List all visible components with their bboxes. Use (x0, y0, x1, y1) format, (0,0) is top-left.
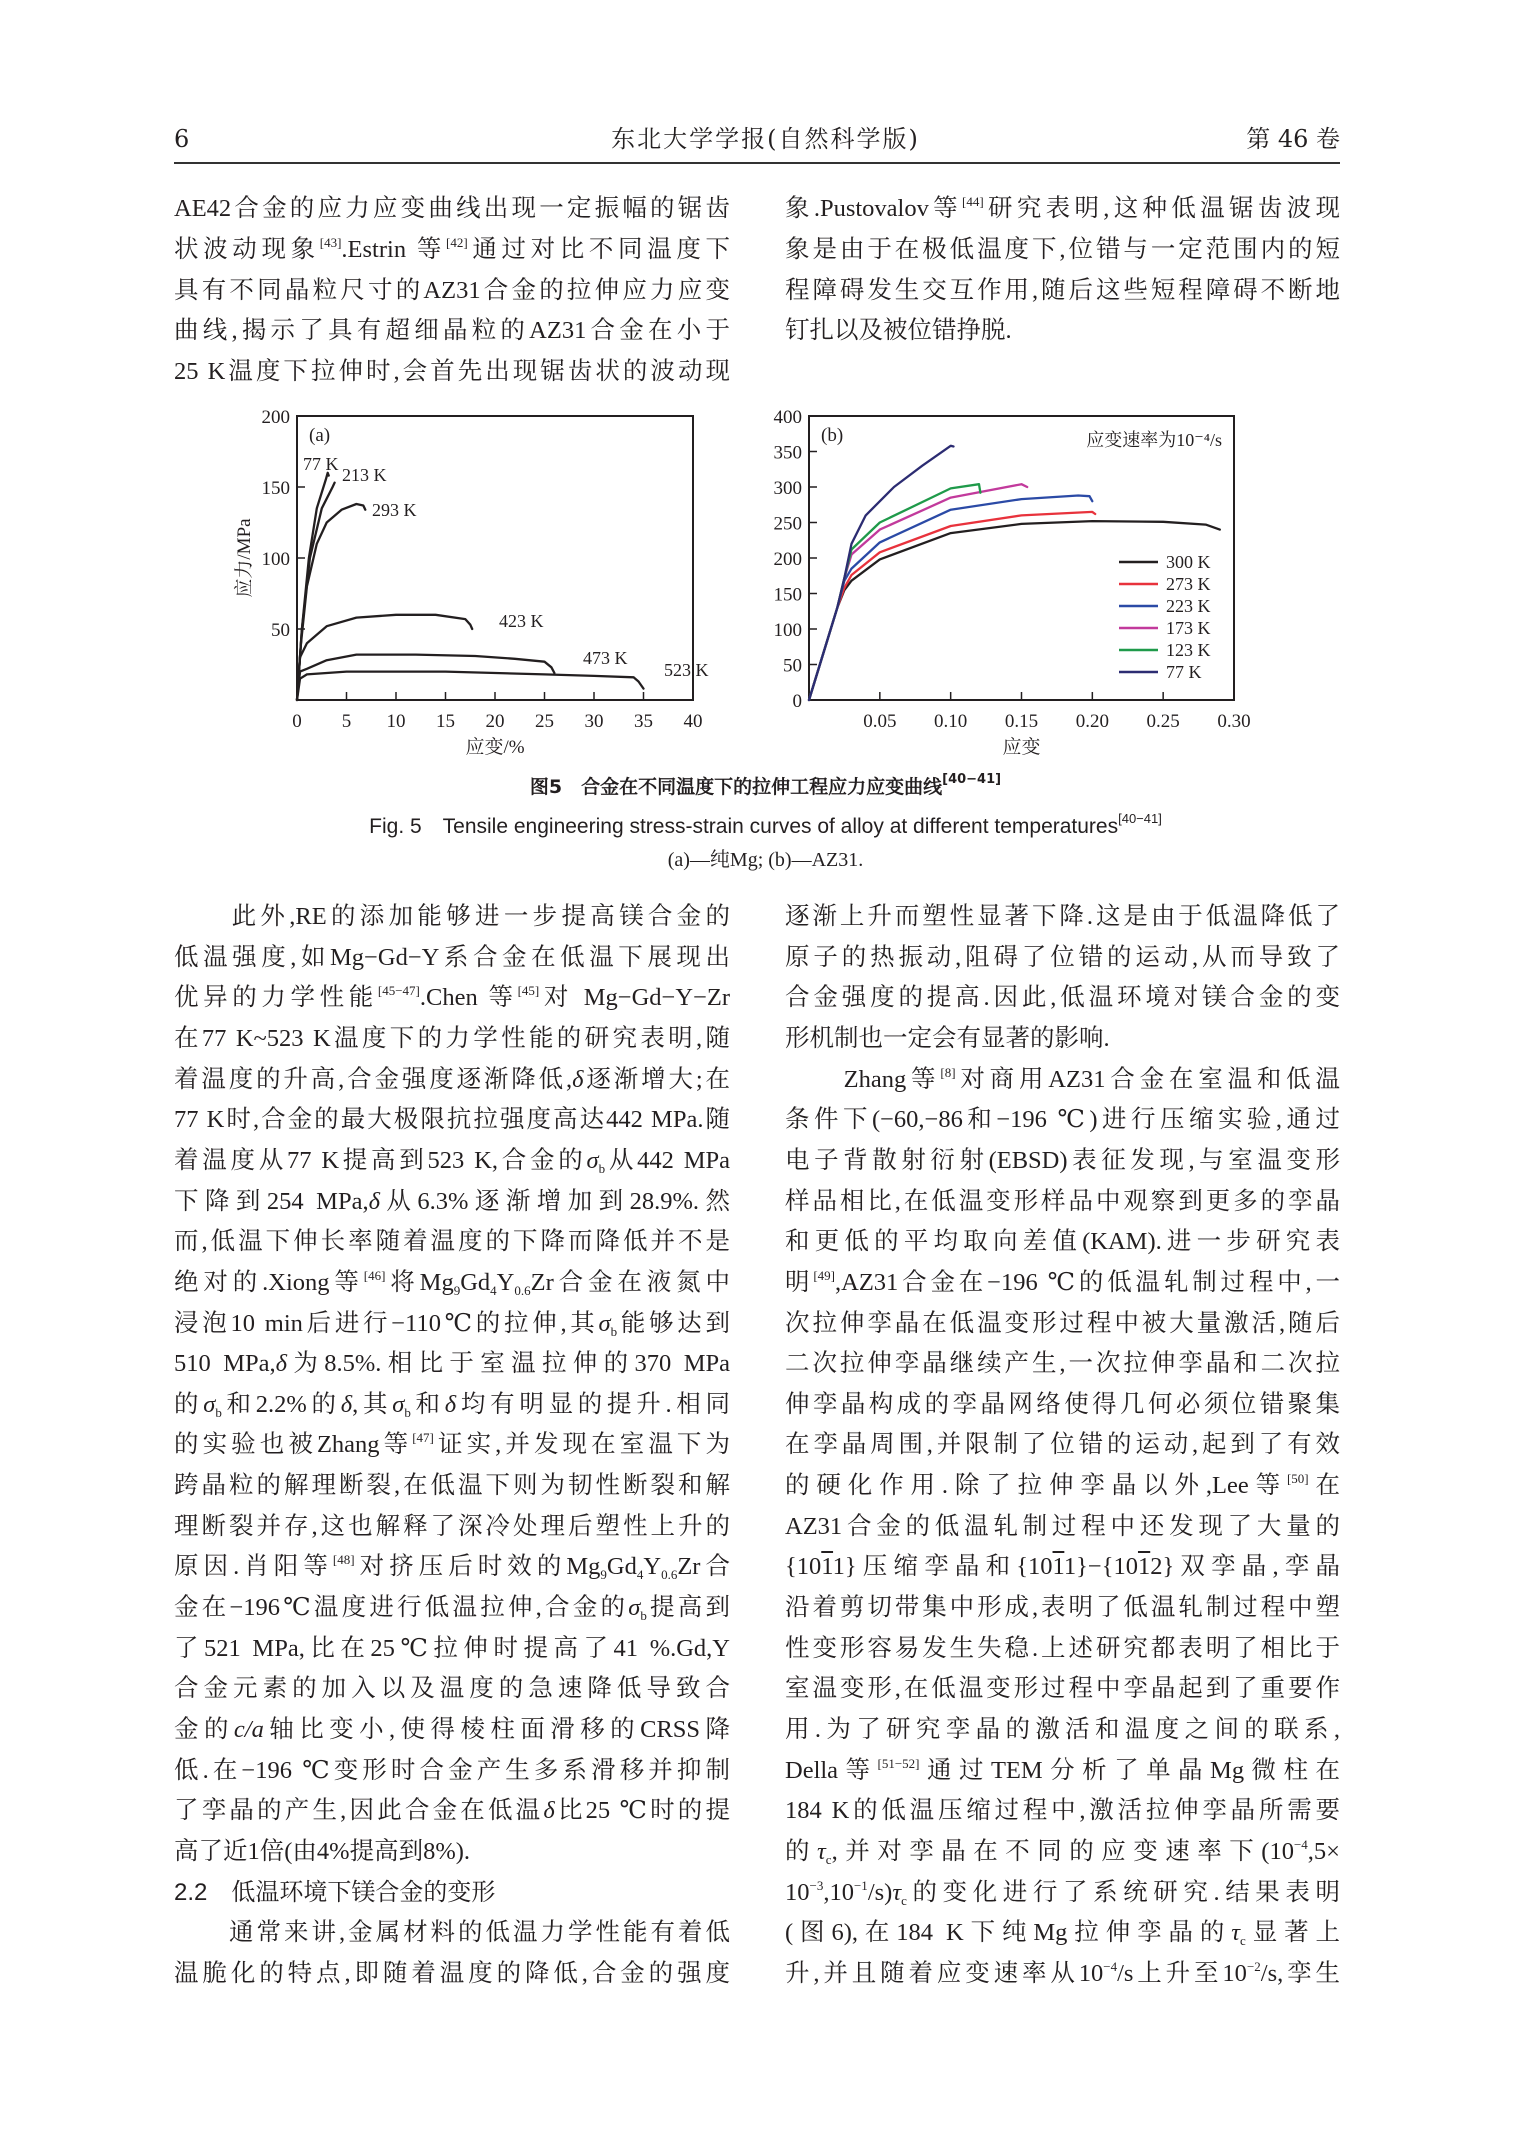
text-run: ,并对孪晶在不同的应变速率下(10 (831, 1837, 1294, 1865)
text-run: 显著上 (1245, 1919, 1340, 1947)
text-line (174, 1425, 730, 1465)
text-run: 证实,并发现在室温下为 (433, 1431, 730, 1459)
text-line (785, 1954, 1340, 1994)
text-run: 性变形容易发生失稳.上述研究都表明了相比于 (785, 1634, 1340, 1662)
text-run: 具有不同晶粒尺寸的AZ31合金的拉伸应力应变 (174, 276, 730, 304)
text-run: 的变化进行了系统研究.结果表明 (906, 1878, 1340, 1906)
text-run: 对 Mg−Gd−Y−Zr (539, 984, 731, 1012)
text-run: Y (496, 1268, 515, 1296)
caption-cn-ref: [40−41] (942, 772, 1002, 787)
text-line (785, 189, 1340, 229)
text-run: 了孪晶的产生,因此合金在低温 (174, 1797, 544, 1825)
text-run: 在77 K~523 K温度下的力学性能的研究表明,随 (174, 1024, 730, 1052)
text-line (174, 1791, 730, 1831)
subscript: 4 (490, 1282, 497, 1298)
legend-label: 173 K (1166, 618, 1211, 638)
text-run: 2}双孪晶,孪晶 (1150, 1553, 1340, 1581)
text-line (174, 1344, 730, 1384)
y-tick-label: 200 (261, 407, 290, 428)
text-run: 184 K的低温压缩过程中,激活拉伸孪晶所需要 (785, 1797, 1340, 1825)
legend-label: 123 K (1166, 640, 1211, 660)
series-line-473k (297, 655, 554, 700)
text-line (785, 1751, 1340, 1791)
text-line (785, 1913, 1340, 1953)
y-axis-label: 应力/MPa (234, 518, 255, 598)
text-run: 逐渐增大;在 (583, 1065, 730, 1093)
curve-label: 423 K (499, 611, 544, 631)
subscript: 9 (600, 1567, 607, 1583)
text-line (174, 1019, 730, 1059)
y-tick-label: 50 (783, 655, 802, 677)
text-line (174, 1629, 730, 1669)
series-line-77k (297, 473, 329, 700)
series-line-523k (297, 672, 644, 700)
text-run: 能够达到 (617, 1309, 730, 1337)
x-tick-label: 0.15 (1004, 711, 1039, 732)
curve-label: 213 K (342, 465, 387, 485)
text-run: 研究表明,这种低温锯齿波现 (983, 195, 1340, 222)
text-run: 此外,RE的添加能够进一步提高镁合金的 (174, 903, 730, 930)
text-line (785, 1141, 1340, 1181)
curve-label: 77 K (303, 454, 339, 474)
text-line (174, 1507, 730, 1547)
text-run: 低温强度,如Mg−Gd−Y系合金在低温下展现出 (174, 943, 730, 971)
series-line-173k (809, 484, 1027, 700)
text-line (785, 1222, 1340, 1262)
text-run: 1}压缩孪晶和{10 (833, 1553, 1053, 1581)
x-tick-label: 0.30 (1217, 711, 1251, 732)
text-run: 明 (785, 1268, 814, 1296)
subscript: b (610, 1323, 618, 1339)
text-run: 伸孪晶构成的孪晶网络使得几何必须位错聚集 (785, 1390, 1340, 1418)
text-run: 低.在−196 ℃变形时合金产生多系滑移并抑制 (174, 1756, 730, 1784)
text-run: (图6),在184 K下纯Mg拉伸孪晶的 (785, 1919, 1232, 1947)
text-line (174, 1385, 730, 1425)
text-line (785, 1832, 1340, 1872)
y-tick-label: 50 (271, 620, 290, 641)
text-run: 在 (1308, 1472, 1340, 1500)
superscript: [8] (940, 1064, 956, 1080)
text-line (785, 271, 1340, 311)
y-tick-label: 150 (773, 584, 802, 606)
text-run: 样品相比,在低温变形样品中观察到更多的孪晶 (785, 1187, 1340, 1215)
text-run: 的 (785, 1837, 818, 1865)
overline-index: 1 (1052, 1553, 1065, 1581)
text-run: /s) (867, 1878, 893, 1906)
text-run: 的硬化作用.除了拉伸孪晶以外,Lee等 (785, 1472, 1287, 1500)
text-run: Gd (460, 1268, 491, 1296)
text-line (785, 311, 1340, 351)
text-run: ,10 (823, 1878, 854, 1906)
text-run: 状波动现象 (174, 235, 320, 263)
text-line (785, 1588, 1340, 1628)
text-run: 高了近1倍(由4%提高到8%). (174, 1837, 471, 1865)
journal-title: 东北大学学报(自然科学版) (611, 125, 920, 153)
text-run: 通过TEM分析了单晶Mg微柱在 (919, 1756, 1340, 1784)
text-line (785, 1507, 1340, 1547)
subscript: 0.6 (514, 1282, 531, 1298)
text-line (174, 978, 730, 1018)
text-run: AZ31合金的低温轧制过程中还发现了大量的 (785, 1512, 1340, 1540)
text-run: 通常来讲,金属材料的低温力学性能有着低 (174, 1919, 730, 1947)
legend-label: 273 K (1166, 574, 1211, 594)
superscript: [50] (1286, 1471, 1309, 1487)
x-tick-label: 5 (341, 711, 352, 732)
text-line (785, 1547, 1340, 1587)
math-symbol: δ (340, 1390, 353, 1418)
panel-label: (a) (309, 425, 331, 446)
superscript: [45−47] (377, 983, 420, 999)
subscript: c (1240, 1933, 1246, 1949)
text-run: 金的 (174, 1716, 234, 1743)
text-line (174, 1588, 730, 1628)
text-run: 次拉伸孪晶在低温变形过程中被大量激活,随后 (785, 1309, 1340, 1337)
legend-label: 300 K (1166, 552, 1211, 572)
text-run: 升,并且随着应变速率从10 (785, 1959, 1104, 1987)
text-line (174, 1304, 730, 1344)
text-run: Della等 (785, 1756, 878, 1784)
text-line (174, 1060, 730, 1100)
text-line (174, 1263, 730, 1303)
text-run: 着温度的升高,合金强度逐渐降低, (174, 1065, 573, 1093)
series-line-273k (809, 512, 1095, 700)
subscript: 9 (453, 1282, 461, 1298)
x-tick-label: 0.25 (1146, 711, 1180, 732)
text-run: {10 (785, 1553, 822, 1581)
text-line (174, 897, 730, 937)
text-line (785, 1425, 1340, 1465)
superscript: −4 (1103, 1958, 1118, 1974)
x-axis-label: 应变/% (465, 737, 525, 758)
legend-label: 77 K (1166, 662, 1202, 682)
text-line (174, 1710, 730, 1750)
text-run: 对商用AZ31合金在室温和低温 (955, 1065, 1340, 1093)
text-line (785, 1873, 1340, 1913)
math-symbol: σ (598, 1309, 611, 1337)
text-line (174, 311, 730, 351)
text-run: 将Mg (385, 1268, 454, 1296)
text-line (174, 352, 730, 392)
subscript: c (901, 1892, 907, 1908)
overline-index: 1 (821, 1553, 834, 1581)
text-run: 10 (785, 1878, 810, 1906)
subscript: b (215, 1404, 222, 1420)
text-run: 用.为了研究孪晶的激活和温度之间的联系, (785, 1716, 1340, 1743)
text-run: 室温变形,在低温变形过程中孪晶起到了重要作 (785, 1675, 1340, 1703)
text-run: /s,孪生 (1260, 1959, 1340, 1987)
x-tick-label: 25 (535, 711, 554, 732)
text-run: 的 (174, 1390, 204, 1418)
text-run: AE42合金的应力应变曲线出现一定振幅的锯齿 (174, 195, 730, 222)
text-run: 二次拉伸孪晶继续产生,一次拉伸孪晶和二次拉 (785, 1350, 1340, 1378)
subscript: b (640, 1608, 647, 1624)
series-line-123k (809, 484, 980, 700)
text-run: 象是由于在极低温度下,位错与一定范围内的短 (785, 235, 1340, 263)
superscript: −2 (1246, 1958, 1261, 1974)
text-run: 浸泡10 min后进行−110℃的拉伸,其 (174, 1309, 599, 1337)
superscript: [45] (517, 983, 540, 999)
x-tick-label: 0.10 (934, 711, 968, 732)
figure-caption-en (0, 810, 1531, 840)
x-tick-label: 0.20 (1075, 711, 1109, 732)
text-line (785, 1466, 1340, 1506)
text-line (174, 1954, 730, 1994)
text-run: 510 MPa, (174, 1350, 276, 1378)
text-run: 形机制也一定会有显著的影响. (785, 1024, 1110, 1052)
text-line (785, 230, 1340, 270)
text-run: Zr合 (677, 1553, 730, 1581)
text-line (174, 1832, 730, 1872)
y-tick-label: 300 (773, 478, 802, 499)
y-tick-label: 0 (792, 691, 802, 712)
text-run: 原子的热振动,阻碍了位错的运动,从而导致了 (785, 943, 1340, 971)
text-line (174, 1913, 730, 1953)
strain-rate-annotation: 应变速率为10⁻⁴/s (1086, 430, 1222, 450)
text-run: 对挤压后时效的Mg (354, 1553, 601, 1581)
x-tick-label: 40 (683, 711, 703, 732)
text-line (174, 1141, 730, 1181)
math-symbol: σ (392, 1390, 405, 1418)
text-run: 象.Pustovalov等 (785, 195, 962, 222)
series-line-423k (297, 615, 472, 700)
superscript: −4 (1293, 1836, 1308, 1852)
text-line (174, 1182, 730, 1222)
superscript: [48] (332, 1552, 355, 1568)
figure-subcaption: (a)—纯Mg; (b)—AZ31. (667, 849, 864, 871)
text-run: 和2.2%的 (221, 1390, 341, 1418)
subscript: b (598, 1160, 606, 1176)
text-line (785, 1344, 1340, 1384)
series-line-300k (809, 521, 1220, 700)
superscript: [42] (446, 234, 468, 250)
x-tick-label: 10 (386, 711, 406, 732)
text-run: 合金元素的加入以及温度的急速降低导致合 (174, 1675, 730, 1703)
text-run: ,其 (352, 1390, 393, 1418)
section-heading (174, 1873, 730, 1913)
text-run: 比25 ℃时的提 (554, 1797, 730, 1825)
text-run: 77 K时,合金的最大极限抗拉强度高达442 MPa.随 (174, 1106, 730, 1134)
math-symbol: δ (275, 1350, 288, 1378)
header-rule (174, 162, 1340, 164)
text-run: 从442 MPa (605, 1146, 730, 1174)
text-line (785, 897, 1340, 937)
math-symbol: δ (543, 1797, 555, 1825)
superscript: [43] (319, 234, 342, 250)
caption-en-ref: [40−41] (1118, 811, 1162, 826)
math-symbol: c/a (233, 1716, 264, 1743)
text-run: 从6.3%逐渐增加到28.9%.然 (379, 1187, 730, 1215)
text-line (785, 1019, 1340, 1059)
series-line-223k (809, 496, 1092, 701)
x-tick-label: 35 (634, 711, 653, 732)
subscript: c (825, 1851, 832, 1867)
y-tick-label: 150 (261, 478, 290, 499)
text-run: Gd (606, 1553, 637, 1581)
page-number: 6 (174, 125, 190, 153)
text-line (785, 978, 1340, 1018)
superscript: [47] (412, 1430, 434, 1446)
text-run: .Chen 等 (419, 984, 518, 1012)
text-run: 钉扎以及被位错挣脱. (785, 317, 1012, 345)
math-symbol: σ (628, 1594, 641, 1622)
text-run: 通过对比不同温度下 (467, 235, 731, 263)
math-symbol: δ (572, 1065, 584, 1093)
volume-label: 第 46 卷 (1246, 125, 1340, 153)
text-line (785, 1629, 1340, 1669)
text-run: 均有明显的提升.相同 (456, 1390, 731, 1418)
text-run: 在孪晶周围,并限制了位错的运动,起到了有效 (785, 1431, 1340, 1459)
curve-label: 523 K (664, 660, 709, 680)
text-line (174, 1547, 730, 1587)
caption-cn-text: 图5 合金在不同温度下的拉伸工程应力应变曲线 (529, 776, 943, 798)
curve-label: 293 K (372, 500, 417, 520)
text-line (174, 938, 730, 978)
series-line-77k (809, 446, 954, 700)
text-line (785, 1100, 1340, 1140)
math-symbol: δ (368, 1187, 380, 1215)
text-run: 的实验也被Zhang等 (174, 1431, 413, 1459)
legend-label: 223 K (1166, 596, 1211, 616)
text-run: Zhang等 (785, 1065, 941, 1093)
text-run: /s上升至10 (1117, 1959, 1247, 1987)
y-tick-label: 100 (261, 549, 290, 570)
superscript: −3 (809, 1877, 824, 1893)
text-run: Y (643, 1553, 662, 1581)
subscript: 0.6 (661, 1567, 678, 1583)
math-symbol: σ (203, 1390, 216, 1418)
x-tick-label: 0.05 (863, 711, 897, 732)
panel-label: (b) (821, 425, 844, 446)
text-run: 1}−{10 (1064, 1553, 1138, 1581)
text-line (174, 1100, 730, 1140)
text-run: 电子背散射衍射(EBSD)表征发现,与室温变形 (785, 1146, 1340, 1174)
text-run: 条件下(−60,−86和−196 ℃)进行压缩实验,通过 (785, 1106, 1340, 1134)
text-line (174, 271, 730, 311)
series-line-293k (297, 504, 365, 700)
text-run: 下降到254 MPa, (174, 1187, 369, 1215)
text-run: 25 K温度下拉伸时,会首先出现锯齿状的波动现 (174, 358, 730, 385)
plot-frame (297, 416, 693, 700)
subscript: 4 (636, 1567, 644, 1583)
text-line (785, 1182, 1340, 1222)
text-run: 沿着剪切带集中形成,表明了低温轧制过程中塑 (785, 1594, 1340, 1622)
text-line (174, 1466, 730, 1506)
superscript: [44] (962, 194, 984, 209)
text-run: ,5× (1307, 1837, 1340, 1865)
math-symbol: τ (892, 1878, 902, 1906)
text-line (785, 1304, 1340, 1344)
x-tick-label: 0 (292, 711, 302, 732)
text-run: .Estrin 等 (341, 235, 446, 263)
text-line (174, 1222, 730, 1262)
text-run: 曲线,揭示了具有超细晶粒的AZ31合金在小于 (174, 317, 730, 345)
text-line (785, 1060, 1340, 1100)
text-line (174, 230, 730, 270)
text-run: 温脆化的特点,即随着温度的降低,合金的强度 (174, 1959, 730, 1987)
x-tick-label: 15 (436, 711, 455, 732)
y-tick-label: 350 (773, 442, 802, 464)
text-run: 和更低的平均取向差值(KAM).进一步研究表 (785, 1228, 1340, 1256)
subscript: b (404, 1404, 411, 1420)
text-line (785, 938, 1340, 978)
figure-caption-cn (0, 772, 1531, 799)
text-line (785, 1710, 1340, 1750)
text-line (785, 1791, 1340, 1831)
math-symbol: δ (444, 1390, 457, 1418)
text-run: 合金强度的提高.因此,低温环境对镁合金的变 (785, 984, 1340, 1012)
text-run: 理断裂并存,这也解释了深冷处理后塑性上升的 (174, 1512, 730, 1540)
text-run: 提高到 (646, 1594, 730, 1622)
text-run: 而,低温下伸长率随着温度的下降而降低并不是 (174, 1228, 730, 1256)
text-run: 金在−196℃温度进行低温拉伸,合金的 (174, 1594, 629, 1622)
curve-label: 473 K (583, 648, 628, 668)
text-line (785, 1385, 1340, 1425)
plot-frame (809, 416, 1234, 700)
text-line (174, 189, 730, 229)
math-symbol: τ (1231, 1919, 1241, 1947)
text-run: 2.2 低温环境下镁合金的变形 (174, 1878, 496, 1906)
text-line (174, 1669, 730, 1709)
math-symbol: τ (817, 1837, 826, 1865)
text-run: 为8.5%.相比于室温拉伸的370 MPa (287, 1350, 730, 1378)
text-run: 了521 MPa,比在25℃拉伸时提高了41 %.Gd,Y (174, 1634, 730, 1662)
text-run: 和 (410, 1390, 445, 1418)
x-axis-label: 应变 (1002, 737, 1041, 758)
text-run: Zr合金在液氮中 (530, 1268, 730, 1296)
text-line (785, 1263, 1340, 1303)
overline-index: 1 (1137, 1553, 1151, 1581)
superscript: [51−52] (877, 1755, 920, 1771)
superscript: −1 (853, 1877, 868, 1893)
series-line-213k (297, 483, 335, 700)
x-tick-label: 20 (485, 711, 505, 732)
text-run: 程障碍发生交互作用,随后这些短程障碍不断地 (785, 276, 1340, 304)
text-run: ,AZ31合金在−196 ℃的低温轧制过程中,一 (835, 1268, 1341, 1296)
text-run: 着温度从77 K提高到523 K,合金的 (174, 1146, 587, 1174)
caption-en-text: Fig. 5 Tensile engineering stress-strain curves of alloy at different temperatures (369, 815, 1119, 838)
y-tick-label: 100 (773, 620, 802, 641)
text-line (174, 1751, 730, 1791)
text-run: 绝对的.Xiong等 (174, 1268, 364, 1296)
text-run: 轴比变小,使得棱柱面滑移的CRSS降 (263, 1716, 731, 1743)
text-run: 逐渐上升而塑性显著下降.这是由于低温降低了 (785, 903, 1340, 930)
superscript: [49] (813, 1267, 836, 1283)
text-line (785, 1669, 1340, 1709)
text-run: 原因.肖阳等 (174, 1553, 333, 1581)
text-run: 优异的力学性能 (174, 984, 378, 1012)
text-run: 跨晶粒的解理断裂,在低温下则为韧性断裂和解 (174, 1472, 730, 1500)
superscript: [46] (363, 1267, 386, 1283)
y-tick-label: 250 (773, 513, 802, 535)
y-tick-label: 200 (773, 549, 802, 570)
y-tick-label: 400 (773, 407, 802, 428)
math-symbol: σ (586, 1146, 599, 1174)
x-tick-label: 30 (584, 711, 604, 732)
